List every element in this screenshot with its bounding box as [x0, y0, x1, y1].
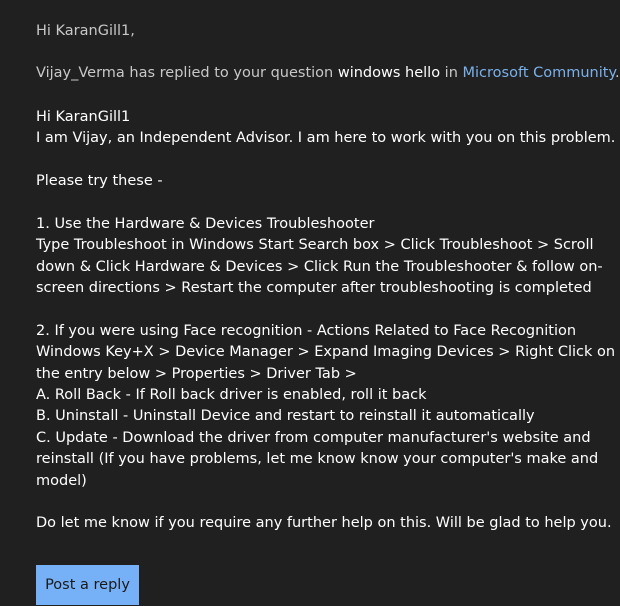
reply-prompt: Please try these - [36, 173, 163, 190]
step1-line: down & Click Hardware & Devices > Click Run the Troubleshooter & follow on- [36, 258, 603, 275]
period: . [614, 65, 620, 82]
step2-option: reinstall (If you have problems, let me know know your computer's make and [36, 451, 599, 468]
reply-salutation: Hi KaranGill1 [36, 108, 131, 125]
greeting: Hi KaranGill1, [36, 23, 135, 39]
step2-option: C. Update - Download the driver from computer manufacturer's website and [36, 429, 591, 446]
step2-line: Windows Key+X > Device Manager > Expand Imaging Devices > Right Click on [36, 344, 616, 361]
notification-summary [36, 63, 620, 84]
action-text: has replied to your question [124, 65, 338, 82]
in-text: in [440, 65, 463, 82]
step1-line: Type Troubleshoot in Windows Start Search box > Click Troubleshoot > Scroll [36, 237, 594, 254]
reply-body [36, 107, 616, 535]
post-reply-button[interactable]: Post a reply [36, 565, 139, 605]
step1-title: 1. Use the Hardware & Devices Troubleshooter [36, 215, 375, 232]
reply-closing: Do let me know if you require any further help on this. Will be glad to help you. [36, 515, 612, 532]
step2-title: 2. If you were using Face recognition - Actions Related to Face Recognition [36, 322, 577, 339]
sender-name: Vijay_Verma [36, 65, 125, 82]
community-link[interactable]: Microsoft Community [462, 65, 615, 82]
step2-line: the entry below > Properties > Driver Tab > [36, 365, 357, 382]
email-content [36, 0, 620, 535]
step2-option: model) [36, 472, 87, 489]
reply-intro: I am Vijay, an Independent Advisor. I am here to work with you on this problem. [36, 130, 616, 147]
step1-line: screen directions > Restart the computer after troubleshooting is completed [36, 280, 592, 297]
step2-option: B. Uninstall - Uninstall Device and restart to reinstall it automatically [36, 408, 535, 425]
step2-option: A. Roll Back - If Roll back driver is enabled, roll it back [36, 387, 427, 404]
question-link[interactable]: windows hello [337, 65, 441, 82]
